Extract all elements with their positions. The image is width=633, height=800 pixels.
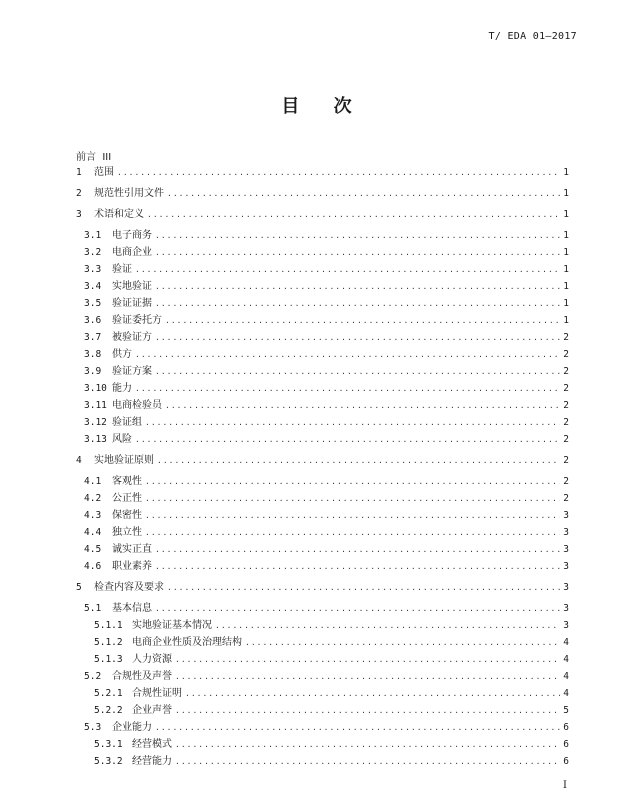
toc-entry-page: 1 (563, 298, 569, 309)
toc-entry-label: 验证方案 (112, 366, 152, 377)
toc-dot-leader (155, 365, 560, 379)
toc-entry[interactable] (84, 280, 569, 294)
toc-dot-leader (157, 454, 560, 468)
toc-entry-page: 4 (563, 654, 569, 665)
toc-dot-leader (155, 721, 560, 735)
toc-entry-page: 1 (563, 188, 569, 199)
toc-entry-number: 3.13 (84, 434, 107, 445)
toc-dot-leader (135, 382, 560, 396)
toc-entry-label: 经营模式 (132, 739, 172, 750)
toc-entry-label: 验证委托方 (112, 315, 162, 326)
toc-entry-label: 合规性及声誉 (112, 671, 172, 682)
toc-entry-label: 供方 (112, 349, 132, 360)
toc-entry[interactable] (84, 246, 569, 260)
toc-entry-label: 术语和定义 (94, 209, 144, 220)
toc-entry[interactable] (84, 721, 569, 735)
toc-dot-leader (155, 246, 560, 260)
toc-entry-page: 6 (563, 722, 569, 733)
toc-entry-label: 风险 (112, 434, 132, 445)
toc-dot-leader (175, 704, 560, 718)
toc-entry-label: 基本信息 (112, 603, 152, 614)
toc-entry-label: 人力资源 (132, 654, 172, 665)
toc-entry-page: 2 (563, 417, 569, 428)
toc-entry[interactable] (84, 560, 569, 574)
toc-entry-label: 实地验证 (112, 281, 152, 292)
toc-entry-label: 验证 (112, 264, 132, 275)
toc-entry-number: 4.2 (84, 493, 102, 504)
toc-dot-leader (155, 229, 560, 243)
toc-entry[interactable] (94, 755, 569, 769)
document-code: T/ EDA 01—2017 (488, 31, 577, 42)
toc-dot-leader (175, 653, 560, 667)
toc-entry-page: 2 (563, 400, 569, 411)
toc-entry-page: 3 (563, 603, 569, 614)
toc-entry[interactable] (84, 526, 569, 540)
toc-entry[interactable] (84, 492, 569, 506)
toc-entry-label: 职业素养 (112, 561, 152, 572)
toc-entry-page: 1 (563, 230, 569, 241)
toc-dot-leader (165, 314, 560, 328)
toc-entry[interactable] (84, 263, 569, 277)
toc-entry-page: 6 (563, 756, 569, 767)
toc-entry[interactable] (94, 619, 569, 633)
toc-dot-leader (155, 280, 560, 294)
toc-entry[interactable] (84, 433, 569, 447)
toc-entry-number: 2 (76, 188, 82, 199)
toc-entry-label: 诚实正直 (112, 544, 152, 555)
toc-entry-number: 5.1.3 (94, 654, 123, 665)
toc-entry-page: 3 (563, 620, 569, 631)
toc-entry[interactable] (84, 297, 569, 311)
toc-entry-label: 客观性 (112, 476, 142, 487)
toc-entry-number: 3.1 (84, 230, 102, 241)
toc-dot-leader (155, 602, 560, 616)
toc-dot-leader (155, 560, 560, 574)
toc-entry-number: 3.9 (84, 366, 102, 377)
toc-entry-page: 2 (563, 455, 569, 466)
toc-dot-leader (145, 492, 560, 506)
toc-entry[interactable] (94, 636, 569, 650)
page-title: 目 次 (281, 96, 366, 117)
toc-entry-page: 5 (563, 705, 569, 716)
toc-entry-page: 3 (563, 561, 569, 572)
toc-entry-page: 2 (563, 366, 569, 377)
toc-entry-number: 4.6 (84, 561, 102, 572)
toc-entry[interactable] (94, 704, 569, 718)
toc-entry[interactable] (84, 602, 569, 616)
toc-entry[interactable] (84, 509, 569, 523)
toc-entry-label: 企业能力 (112, 722, 152, 733)
toc-entry-number: 3.12 (84, 417, 107, 428)
toc-entry-label: 独立性 (112, 527, 142, 538)
toc-entry[interactable] (84, 670, 569, 684)
toc-entry-number: 3.4 (84, 281, 102, 292)
toc-entry-page: 3 (563, 510, 569, 521)
toc-entry[interactable] (84, 543, 569, 557)
toc-dot-leader (167, 187, 560, 201)
toc-dot-leader (175, 738, 560, 752)
toc-entry-label: 验证组 (112, 417, 142, 428)
toc-dot-leader (175, 670, 560, 684)
toc-entry[interactable] (84, 314, 569, 328)
toc-entry-page: 2 (563, 493, 569, 504)
toc-foreword-entry[interactable]: 前言 III (76, 152, 112, 163)
toc-entry-label: 验证证据 (112, 298, 152, 309)
toc-dot-leader (145, 526, 560, 540)
toc-entry-label: 保密性 (112, 510, 142, 521)
toc-dot-leader (145, 416, 560, 430)
toc-entry-number: 4.3 (84, 510, 102, 521)
toc-entry-number: 3 (76, 209, 82, 220)
toc-entry[interactable] (84, 229, 569, 243)
toc-entry-page: 4 (563, 671, 569, 682)
toc-entry-number: 5.1.2 (94, 637, 123, 648)
toc-entry-page: 1 (563, 247, 569, 258)
toc-entry-label: 检查内容及要求 (94, 582, 164, 593)
toc-dot-leader (155, 331, 560, 345)
toc-entry-label: 被验证方 (112, 332, 152, 343)
toc-dot-leader (155, 543, 560, 557)
toc-dot-leader (185, 687, 560, 701)
toc-entry-label: 能力 (112, 383, 132, 394)
toc-entry-page: 4 (563, 688, 569, 699)
toc-entry-number: 4.4 (84, 527, 102, 538)
toc-entry-page: 2 (563, 349, 569, 360)
toc-entry-number: 5 (76, 582, 82, 593)
toc-dot-leader (165, 399, 560, 413)
toc-entry[interactable] (76, 581, 569, 595)
toc-entry-page: 1 (563, 264, 569, 275)
toc-entry[interactable] (84, 382, 569, 396)
toc-dot-leader (135, 263, 560, 277)
toc-entry-label: 电商企业 (112, 247, 152, 258)
toc-entry[interactable] (84, 416, 569, 430)
toc-entry-number: 5.3 (84, 722, 102, 733)
toc-entry-page: 4 (563, 637, 569, 648)
toc-entry-label: 规范性引用文件 (94, 188, 164, 199)
toc-entry[interactable] (84, 365, 569, 379)
toc-entry-number: 5.2.2 (94, 705, 123, 716)
toc-entry-number: 3.8 (84, 349, 102, 360)
toc-dot-leader (167, 581, 560, 595)
toc-entry-label: 企业声誉 (132, 705, 172, 716)
toc-entry-label: 公正性 (112, 493, 142, 504)
toc-entry-page: 2 (563, 434, 569, 445)
toc-entry-number: 5.2 (84, 671, 102, 682)
page-number: I (563, 780, 567, 791)
toc-entry-page: 1 (563, 209, 569, 220)
toc-entry-number: 3.2 (84, 247, 102, 258)
toc-entry-page: 1 (563, 281, 569, 292)
toc-entry-page: 1 (563, 167, 569, 178)
toc-dot-leader (135, 348, 560, 362)
toc-entry-page: 3 (563, 527, 569, 538)
toc-entry-label: 电商检验员 (112, 400, 162, 411)
toc-entry-page: 1 (563, 315, 569, 326)
toc-entry[interactable] (84, 475, 569, 489)
toc-entry-page: 3 (563, 544, 569, 555)
toc-entry-number: 3.10 (84, 383, 107, 394)
toc-dot-leader (175, 755, 560, 769)
toc-entry-page: 2 (563, 476, 569, 487)
toc-entry-number: 5.1 (84, 603, 102, 614)
toc-dot-leader (145, 509, 560, 523)
toc-entry[interactable] (76, 454, 569, 468)
toc-dot-leader (147, 208, 560, 222)
toc-entry-number: 4.1 (84, 476, 102, 487)
toc-dot-leader (135, 433, 560, 447)
toc-entry-number: 1 (76, 167, 82, 178)
toc-dot-leader (155, 297, 560, 311)
toc-entry-number: 5.2.1 (94, 688, 123, 699)
toc-entry[interactable] (94, 687, 569, 701)
toc-entry-number: 5.3.1 (94, 739, 123, 750)
toc-entry[interactable] (94, 738, 569, 752)
toc-entry[interactable] (76, 187, 569, 201)
toc-entry-page: 6 (563, 739, 569, 750)
toc-dot-leader (245, 636, 560, 650)
toc-entry-number: 3.11 (84, 400, 107, 411)
toc-entry-number: 4 (76, 455, 82, 466)
toc-entry-label: 实地验证原则 (94, 455, 154, 466)
toc-entry-label: 电商企业性质及治理结构 (132, 637, 242, 648)
toc-dot-leader (117, 166, 560, 180)
toc-entry-label: 电子商务 (112, 230, 152, 241)
toc-entry-page: 2 (563, 383, 569, 394)
toc-entry-number: 5.1.1 (94, 620, 123, 631)
toc-entry-number: 4.5 (84, 544, 102, 555)
toc-entry-page: 3 (563, 582, 569, 593)
toc-entry[interactable] (84, 331, 569, 345)
toc-entry[interactable] (76, 166, 569, 180)
toc-entry-label: 合规性证明 (132, 688, 182, 699)
toc-entry-label: 范围 (94, 167, 114, 178)
toc-dot-leader (215, 619, 560, 633)
toc-entry-number: 3.3 (84, 264, 102, 275)
toc-entry-page: 2 (563, 332, 569, 343)
toc-dot-leader (145, 475, 560, 489)
toc-entry-label: 实地验证基本情况 (132, 620, 212, 631)
toc-entry-label: 经营能力 (132, 756, 172, 767)
toc-entry-number: 3.7 (84, 332, 102, 343)
toc-entry-number: 3.5 (84, 298, 102, 309)
toc-entry[interactable] (84, 399, 569, 413)
toc-entry[interactable] (84, 348, 569, 362)
toc-entry[interactable] (76, 208, 569, 222)
toc-entry-number: 5.3.2 (94, 756, 123, 767)
toc-entry[interactable] (94, 653, 569, 667)
toc-entry-number: 3.6 (84, 315, 102, 326)
